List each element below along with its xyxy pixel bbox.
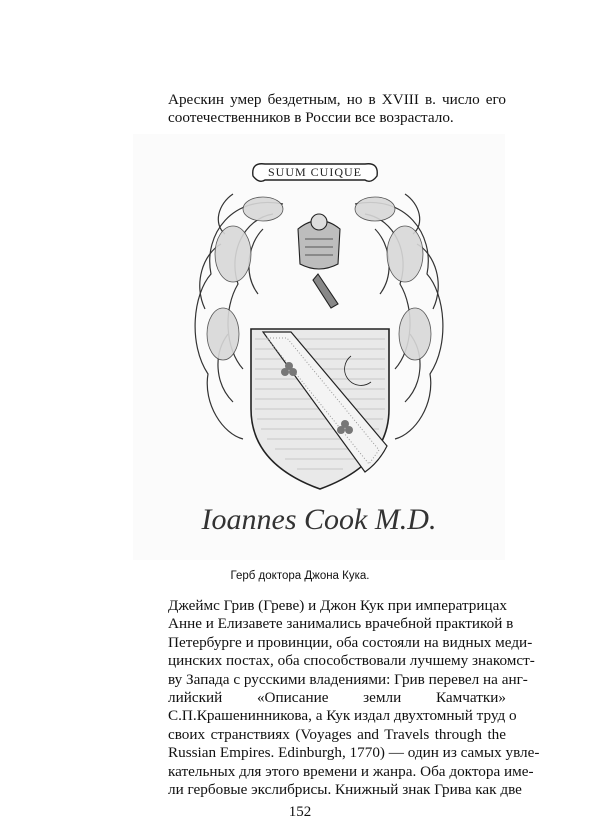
page-number: 152 [288, 804, 312, 820]
intro-paragraph [136, 91, 506, 128]
text-line: Джеймс Грив (Греве) и Джон Кук при императрицах [168, 597, 507, 614]
text-line: своих странствиях (Voyages and Travels through the [168, 725, 506, 743]
text-line: кательных для этого времени и жанра. Оба доктора име- [168, 762, 534, 780]
figure-caption: Герб доктора Джона Кука. [230, 570, 370, 582]
text-line: Анне и Елизавете занимались врачебной практикой в [168, 615, 514, 633]
text-line: С.П.Крашенинникова, а Кук издал двухтомный труд о [168, 707, 517, 725]
body-paragraph [136, 597, 540, 799]
text-line: соотечественников в России все возрастало. [168, 109, 454, 127]
signature-text: Ioannes Cook M.D. [201, 503, 437, 536]
coat-of-arms-figure [133, 134, 505, 560]
text-line: лийский «Описание земли Камчатки» [168, 689, 506, 707]
text-line: Арескин умер бездетным, но в XVIII в. число его [168, 91, 506, 108]
text-line: ли гербовые экслибрисы. Книжный знак Грива как две [168, 781, 522, 799]
text-line: Russian Empires. Edinburgh, 1770) — один из самых увле- [168, 744, 540, 762]
text-line: Петербурге и провинции, оба состояли на видных меди- [168, 633, 533, 651]
coat-of-arms-engraving [133, 134, 505, 560]
motto-text: SUUM CUIQUE [267, 165, 363, 179]
text-line: цинских постах, оба способствовали лучшему знакомст- [168, 652, 535, 670]
text-line: ву Запада с русскими владениями: Грив перевел на анг- [168, 670, 528, 688]
